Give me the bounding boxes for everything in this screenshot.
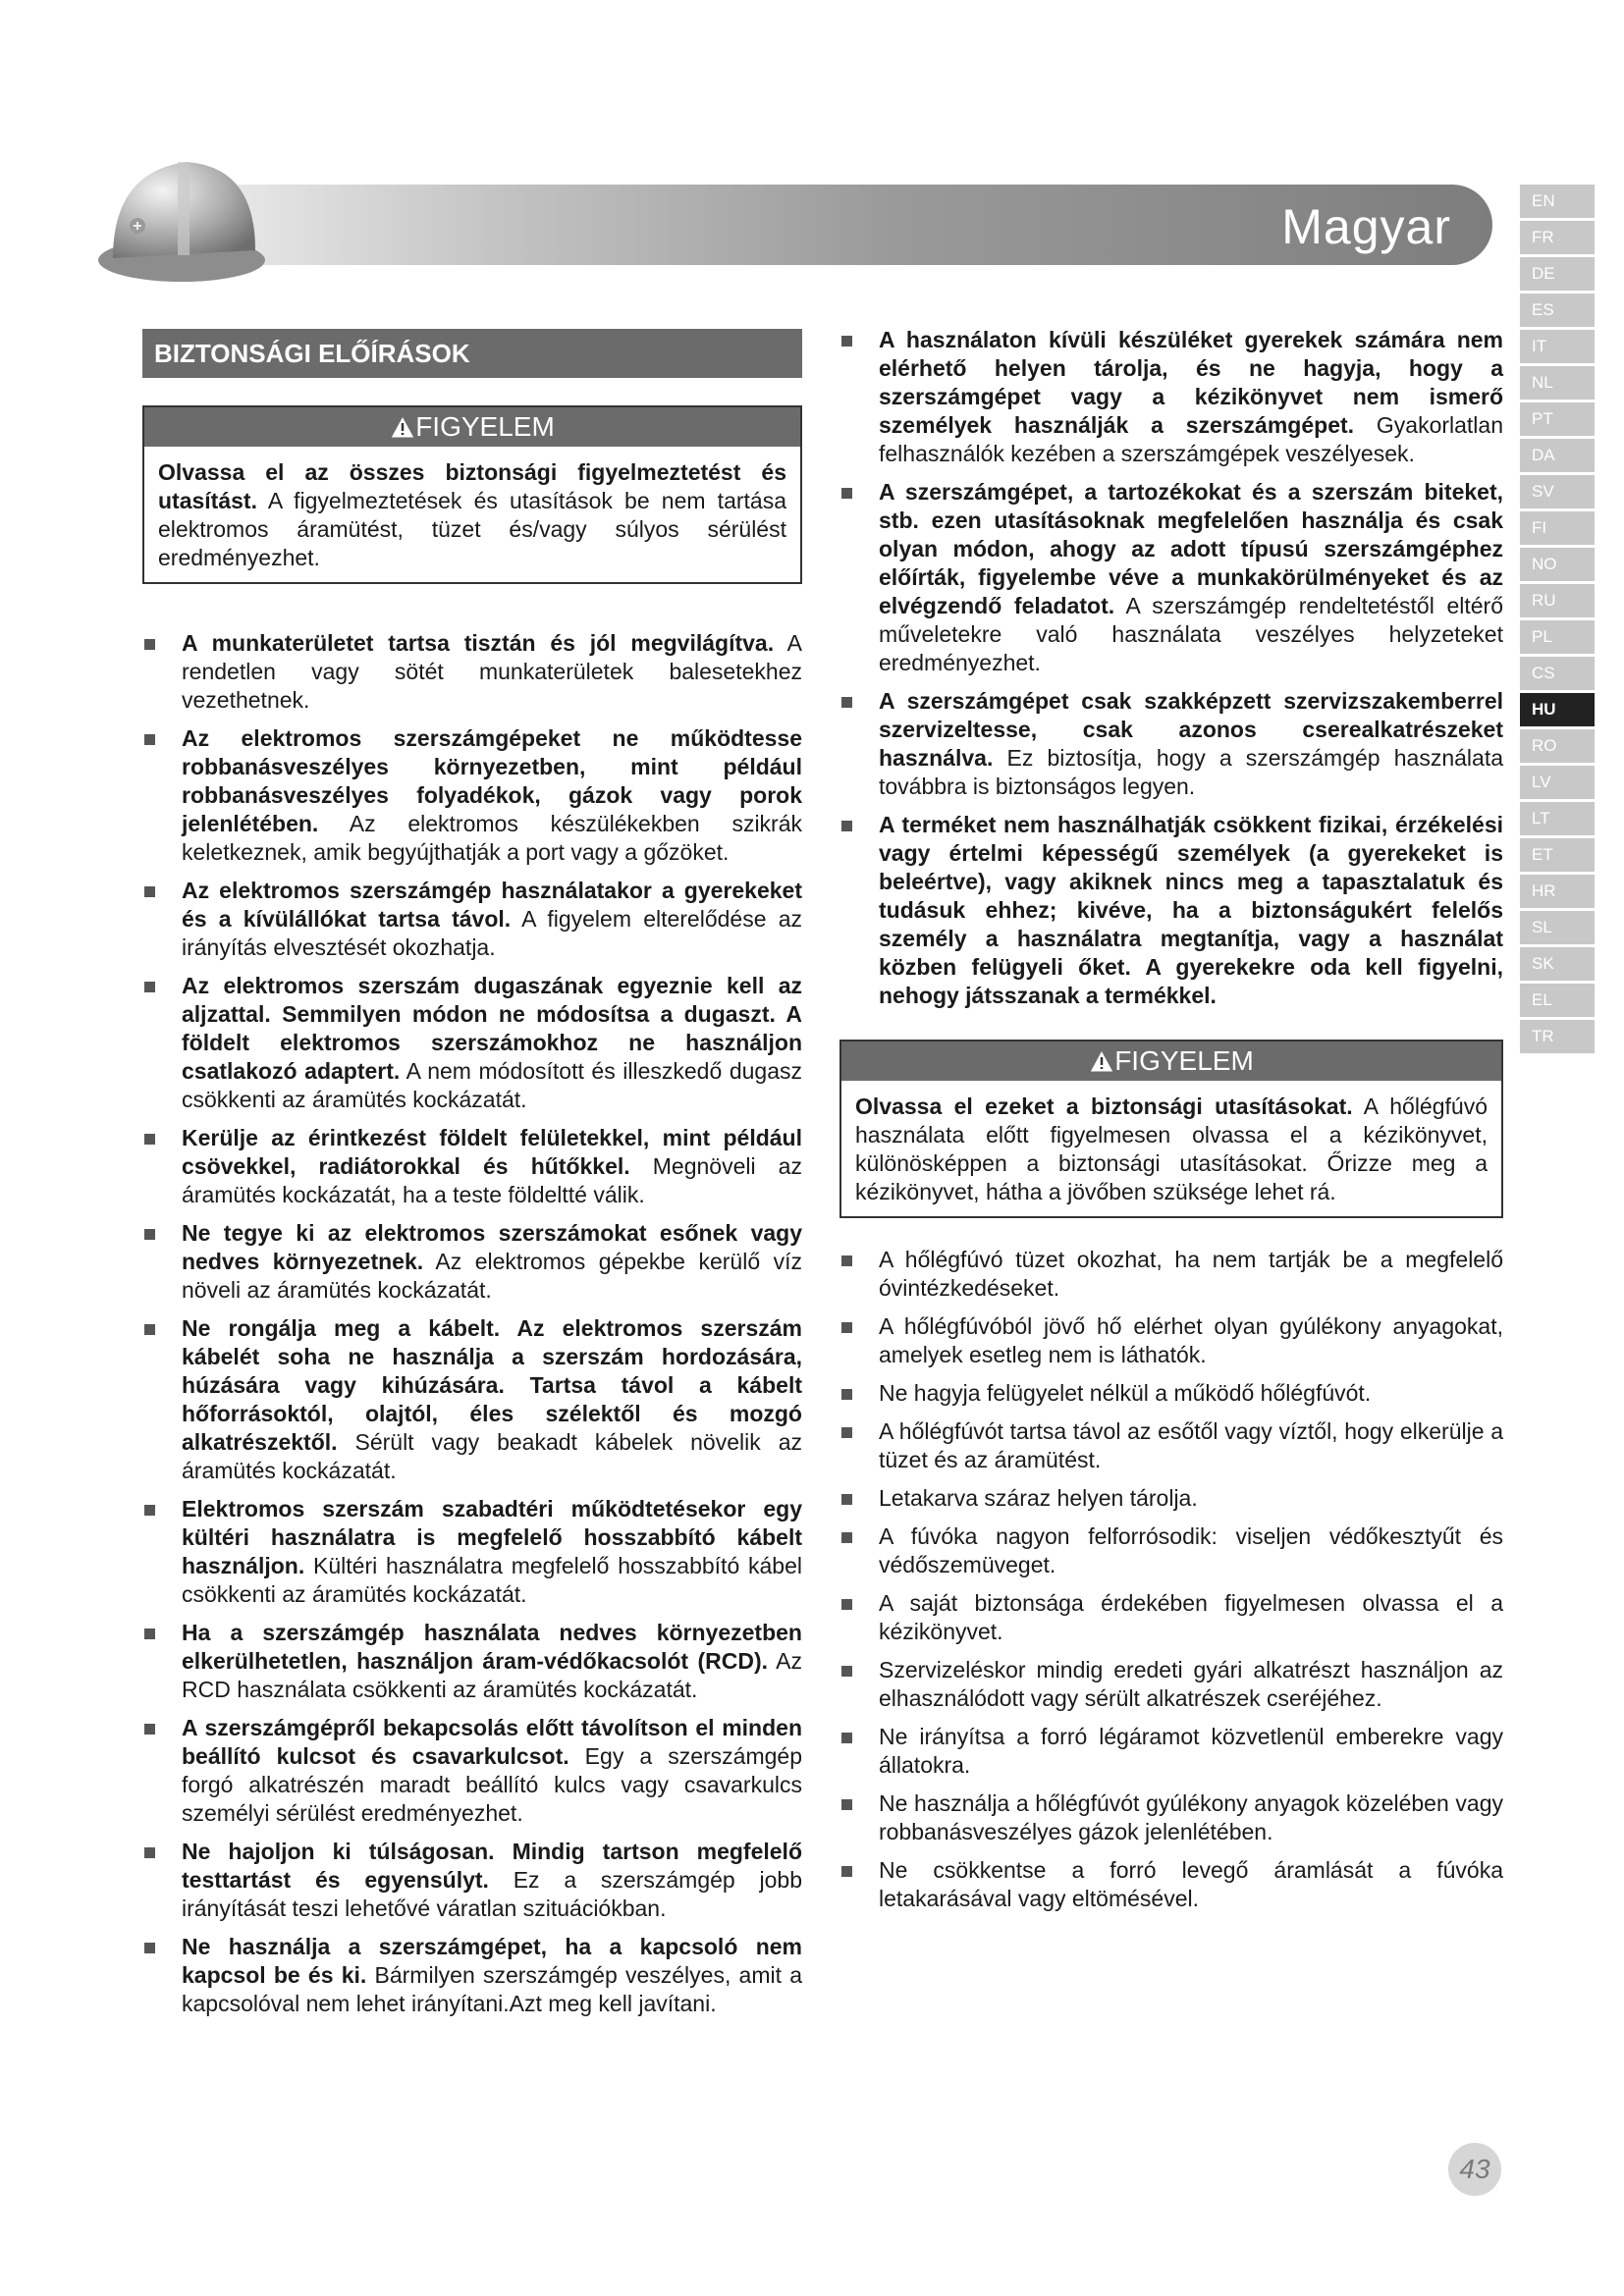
list-item-text: Ez biztosítja, hogy a szerszámgép használata továbbra is biztonságos legyen.: [879, 745, 1503, 799]
language-tab-en[interactable]: EN: [1520, 185, 1595, 218]
list-item-text: Egy a szerszámgép forgó alkatrészén maradt beállító kulcs vagy csavarkulcs személyi sérülést eredményezhet.: [182, 1743, 803, 1826]
list-item-bold: Elektromos szerszám szabadtéri működtetésekor egy kültéri használatra is megfelelő hosszabbító kábelt használjon.: [182, 1496, 802, 1578]
list-item-text: A nem módosított és illeszkedő dugasz csökkenti az áramütés kockázatát.: [182, 1058, 802, 1112]
language-tab-cs[interactable]: CS: [1520, 657, 1595, 690]
warning-triangle-icon: [390, 415, 415, 439]
language-tab-lv[interactable]: LV: [1520, 766, 1595, 799]
page-number: 43: [1448, 2143, 1501, 2196]
list-item-bold: A szerszámgépet csak szakképzett szervizszakemberrel szervizeltesse, csak azonos cserealkatrészeket használva.: [879, 688, 1503, 771]
safety-list-right-top: [839, 326, 1503, 1010]
page-language-title: Magyar: [1281, 199, 1451, 254]
list-item-text: Szervizeléskor mindig eredeti gyári alkatrészt használjon az elhasználódott vagy sérült alkatrészek cseréjéhez.: [879, 1657, 1503, 1711]
list-item: [839, 1723, 1503, 1780]
list-item: [142, 1219, 802, 1305]
list-item-bold: Az elektromos szerszám dugaszának egyeznie kell az aljzattal. Semmilyen módon ne módosítsa a dugaszt. A földelt elektromos szerszámokhoz ne használjon csatlakozó adaptert.: [182, 973, 802, 1084]
warning-heading-text: FIGYELEM: [1114, 1045, 1254, 1076]
list-item: [142, 1495, 802, 1609]
list-item: [142, 724, 802, 867]
list-item: [142, 1933, 802, 2018]
warning-heading: [841, 1041, 1501, 1081]
language-tab-hu[interactable]: HU: [1520, 693, 1595, 726]
list-item-bold: Az elektromos szerszámgépeket ne működtesse robbanásveszélyes környezetben, mint például robbanásveszélyes folyadékok, gázok vagy porok jelenlétében.: [182, 725, 802, 836]
list-item: [839, 1246, 1503, 1303]
list-item-bold: Ne használja a szerszámgépet, ha a kapcsoló nem kapcsol be és ki.: [182, 1934, 802, 1988]
list-item-text: A hőlégfúvó tüzet okozhat, ha nem tartják be a megfelelő óvintézkedéseket.: [879, 1247, 1503, 1301]
list-item-text: Ne használja a hőlégfúvót gyúlékony anyagok közelében vagy robbanásveszélyes gázok jelenlétében.: [879, 1790, 1503, 1844]
warning-text: A hőlégfúvó használata előtt figyelmesen olvassa el a kézikönyvet, különösképpen a biztonsági utasításokat. Őrizze meg a kézikönyvet, hátha a jövőben szüksége lehet rá.: [855, 1094, 1488, 1204]
list-item: [839, 1484, 1503, 1513]
list-item-text: Kültéri használatra megfelelő hosszabbító kábel csökkenti az áramütés kockázatát.: [182, 1553, 802, 1607]
list-item-bold: Ne hajoljon ki túlságosan. Mindig tartson megfelelő testtartást és egyensúlyt.: [182, 1839, 802, 1893]
safety-list-left: [142, 629, 802, 2018]
right-column: [839, 326, 1503, 1923]
warning-box-1: [142, 405, 802, 584]
list-item-bold: A használaton kívüli készüléket gyerekek számára nem elérhető helyen tárolja, és ne hagyja, hogy a szerszámgépet vagy a kézikönyvet nem ismerő személyek használják a szerszámgépet.: [879, 327, 1503, 438]
list-item: [839, 1656, 1503, 1713]
list-item-bold: A szerszámgépről bekapcsolás előtt távolítson el minden beállító kulcsot és csavarkulcsot.: [182, 1715, 802, 1769]
header-bar: [157, 185, 1492, 265]
list-item-bold: Ne tegye ki az elektromos szerszámokat esőnek vagy nedves környezetnek.: [182, 1220, 802, 1274]
list-item-bold: Ne rongálja meg a kábelt. Az elektromos szerszám kábelét soha ne használja a szerszám hordozására, húzására vagy kihúzására. Tartsa távol a kábelt hőforrásoktól, olajtól, éles szélektől és mozgó alkatrészektől.: [182, 1315, 802, 1455]
list-item: [142, 877, 802, 962]
list-item-text: A fúvóka nagyon felforrósodik: viseljen védőkesztyűt és védőszemüveget.: [879, 1523, 1503, 1577]
list-item-text: A rendetlen vagy sötét munkaterületek balesetekhez vezethetnek.: [182, 630, 802, 713]
language-tab-es[interactable]: ES: [1520, 294, 1595, 327]
list-item-text: Megnöveli az áramütés kockázatát, ha a teste földeltté válik.: [182, 1153, 802, 1207]
list-item: [142, 1714, 802, 1828]
list-item: [839, 811, 1503, 1010]
list-item-bold: Ha a szerszámgép használata nedves környezetben elkerülhetetlen, használjon áram-védőkacsolót (RCD).: [182, 1620, 802, 1674]
list-item-text: Bármilyen szerszámgép veszélyes, amit a kapcsolóval nem lehet irányítani.Azt meg kell javítani.: [182, 1962, 802, 2016]
language-tab-sl[interactable]: SL: [1520, 911, 1595, 944]
language-tab-it[interactable]: IT: [1520, 330, 1595, 363]
warning-heading-text: FIGYELEM: [415, 411, 555, 442]
list-item: [839, 1417, 1503, 1474]
safety-list-right-bottom: [839, 1246, 1503, 1913]
section-heading: BIZTONSÁGI ELŐÍRÁSOK: [142, 329, 802, 378]
list-item: [839, 1589, 1503, 1646]
language-tab-sk[interactable]: SK: [1520, 947, 1595, 981]
list-item-text: Letakarva száraz helyen tárolja.: [879, 1485, 1198, 1511]
warning-text: A figyelmeztetések és utasítások be nem tartása elektromos áramütést, tüzet és/vagy súlyos sérülést eredményezhet.: [158, 488, 786, 570]
list-item-text: Ne hagyja felügyelet nélkül a működő hőlégfúvót.: [879, 1380, 1372, 1406]
language-tab-fr[interactable]: FR: [1520, 221, 1595, 254]
language-tab-fi[interactable]: FI: [1520, 511, 1595, 545]
list-item-text: Az elektromos készülékekben szikrák keletkeznek, amik begyújthatják a port vagy a gőzöket.: [182, 811, 802, 865]
warning-body: [144, 447, 800, 582]
list-item: [839, 1856, 1503, 1913]
list-item: [839, 1312, 1503, 1369]
list-item-bold: Kerülje az érintkezést földelt felületekkel, mint például csövekkel, radiátorokkal és hűtőkkel.: [182, 1125, 802, 1179]
language-tab-ru[interactable]: RU: [1520, 584, 1595, 617]
warning-bold-text: Olvassa el ezeket a biztonsági utasításokat.: [855, 1094, 1353, 1119]
language-tab-et[interactable]: ET: [1520, 838, 1595, 872]
language-tab-ro[interactable]: RO: [1520, 729, 1595, 763]
list-item-text: Az elektromos gépekbe kerülő víz növeli az áramütés kockázatát.: [182, 1249, 802, 1303]
warning-triangle-icon: [1089, 1049, 1114, 1073]
list-item-bold: A szerszámgépet, a tartozékokat és a szerszám biteket, stb. ezen utasításoknak megfelelően használja és csak olyan módon, ahogy az adott típusú szerszámgéphez előírták, figyelembe véve a munkakörülményeket és az elvégzendő feladatot.: [879, 479, 1503, 618]
list-item-bold: A terméket nem használhatják csökkent fizikai, érzékelési vagy értelmi képességű személyek (a gyerekeket is beleértve), vagy akiknek nincs meg a tapasztalatuk és tudásuk ehhez; kivéve, ha a biztonságukért felelős személy a használatra megtanítja, vagy a használat közben felügyeli őket. A gyerekekre oda kell figyelni, nehogy játsszanak a termékkel.: [879, 812, 1503, 1008]
list-item-text: Ez a szerszámgép jobb irányítását teszi lehetővé váratlan szituációkban.: [182, 1867, 802, 1921]
list-item-text: A szerszámgép rendeltetéstől eltérő műveletekre való használata veszélyes helyzeteket eredményezhet.: [879, 593, 1504, 675]
language-tab-tr[interactable]: TR: [1520, 1020, 1595, 1053]
language-tab-hr[interactable]: HR: [1520, 875, 1595, 908]
list-item-text: A saját biztonsága érdekében figyelmesen olvassa el a kézikönyvet.: [879, 1590, 1503, 1644]
language-tab-el[interactable]: EL: [1520, 984, 1595, 1017]
safety-helmet-icon: [93, 133, 270, 290]
list-item: [142, 629, 802, 715]
language-tab-lt[interactable]: LT: [1520, 802, 1595, 835]
list-item: [142, 1314, 802, 1485]
language-tab-pt[interactable]: PT: [1520, 402, 1595, 436]
list-item-bold: Az elektromos szerszámgép használatakor a gyerekeket és a kívülállókat tartsa távol.: [182, 878, 802, 932]
list-item-text: A figyelem elterelődése az irányítás elvesztését okozhatja.: [182, 906, 802, 960]
language-tab-no[interactable]: NO: [1520, 548, 1595, 581]
list-item-text: Az RCD használata csökkenti az áramütés kockázatát.: [182, 1648, 802, 1702]
list-item: [839, 1789, 1503, 1846]
list-item-text: A hőlégfúvót tartsa távol az esőtől vagy víztől, hogy elkerülje a tüzet és az áramütést.: [879, 1418, 1503, 1472]
language-tab-sv[interactable]: SV: [1520, 475, 1595, 508]
list-item: [142, 1124, 802, 1209]
list-item-text: Ne irányítsa a forró légáramot közvetlenül emberekre vagy állatokra.: [879, 1724, 1503, 1778]
warning-box-2: [839, 1040, 1503, 1218]
list-item-text: A hőlégfúvóból jövő hő elérhet olyan gyúlékony anyagokat, amelyek esetleg nem is láthatók.: [879, 1313, 1503, 1367]
language-tabs: [1520, 185, 1595, 1056]
left-column: [142, 329, 802, 2028]
list-item-bold: A munkaterületet tartsa tisztán és jól megvilágítva.: [182, 630, 775, 656]
list-item: [839, 687, 1503, 801]
language-tab-pl[interactable]: PL: [1520, 620, 1595, 654]
list-item: [839, 1522, 1503, 1579]
list-item: [839, 326, 1503, 468]
language-tab-de[interactable]: DE: [1520, 257, 1595, 291]
language-tab-da[interactable]: DA: [1520, 439, 1595, 472]
warning-bold-text: Olvassa el az összes biztonsági figyelmeztetést és utasítást.: [158, 459, 786, 513]
list-item: [142, 972, 802, 1114]
language-tab-nl[interactable]: NL: [1520, 366, 1595, 400]
list-item: [142, 1619, 802, 1704]
warning-body: [841, 1081, 1501, 1216]
list-item: [142, 1838, 802, 1923]
list-item-text: Gyakorlatlan felhasználók kezében a szerszámgépek veszélyesek.: [879, 412, 1504, 466]
list-item: [839, 478, 1503, 677]
list-item-text: Sérült vagy beakadt kábelek növelik az áramütés kockázatát.: [182, 1429, 802, 1483]
warning-heading: [144, 407, 800, 447]
list-item-text: Ne csökkentse a forró levegő áramlását a fúvóka letakarásával vagy eltömésével.: [879, 1857, 1503, 1911]
list-item: [839, 1379, 1503, 1408]
